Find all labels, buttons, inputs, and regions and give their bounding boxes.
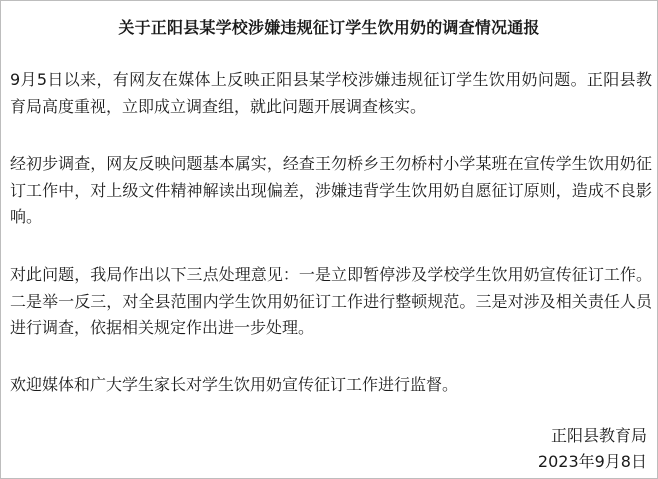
- paragraph-findings: 经初步调查，网友反映问题基本属实，经查王勿桥乡王勿桥村小学某班在宣传学生饮用奶征订工作中，对上级文件精神解读出现偏差，涉嫌违背学生饮用奶自愿征订原则，造成不良影响。: [10, 154, 652, 226]
- signature-organization: 正阳县教育局: [550, 426, 647, 445]
- paragraph-supervision: 欢迎媒体和广大学生家长对学生饮用奶宣传征订工作进行监督。: [10, 375, 459, 394]
- signature-date: 2023年9月8日: [537, 452, 647, 471]
- paragraph-background: 9月5日以来，有网友在媒体上反映正阳县某学校涉嫌违规征订学生饮用奶问题。正阳县教育局高度重视，立即成立调查组，就此问题开展调查核实。: [10, 70, 652, 116]
- paragraph-measures: 对此问题，我局作出以下三点处理意见：一是立即暂停涉及学校学生饮用奶宣传征订工作。二是举一反三，对全县范围内学生饮用奶征订工作进行整顿规范。三是对涉及相关责任人员进行调查，依据相关规定作出进一步处理。: [10, 265, 652, 337]
- document-title: 关于正阳县某学校涉嫌违规征订学生饮用奶的调查情况通报: [118, 18, 540, 37]
